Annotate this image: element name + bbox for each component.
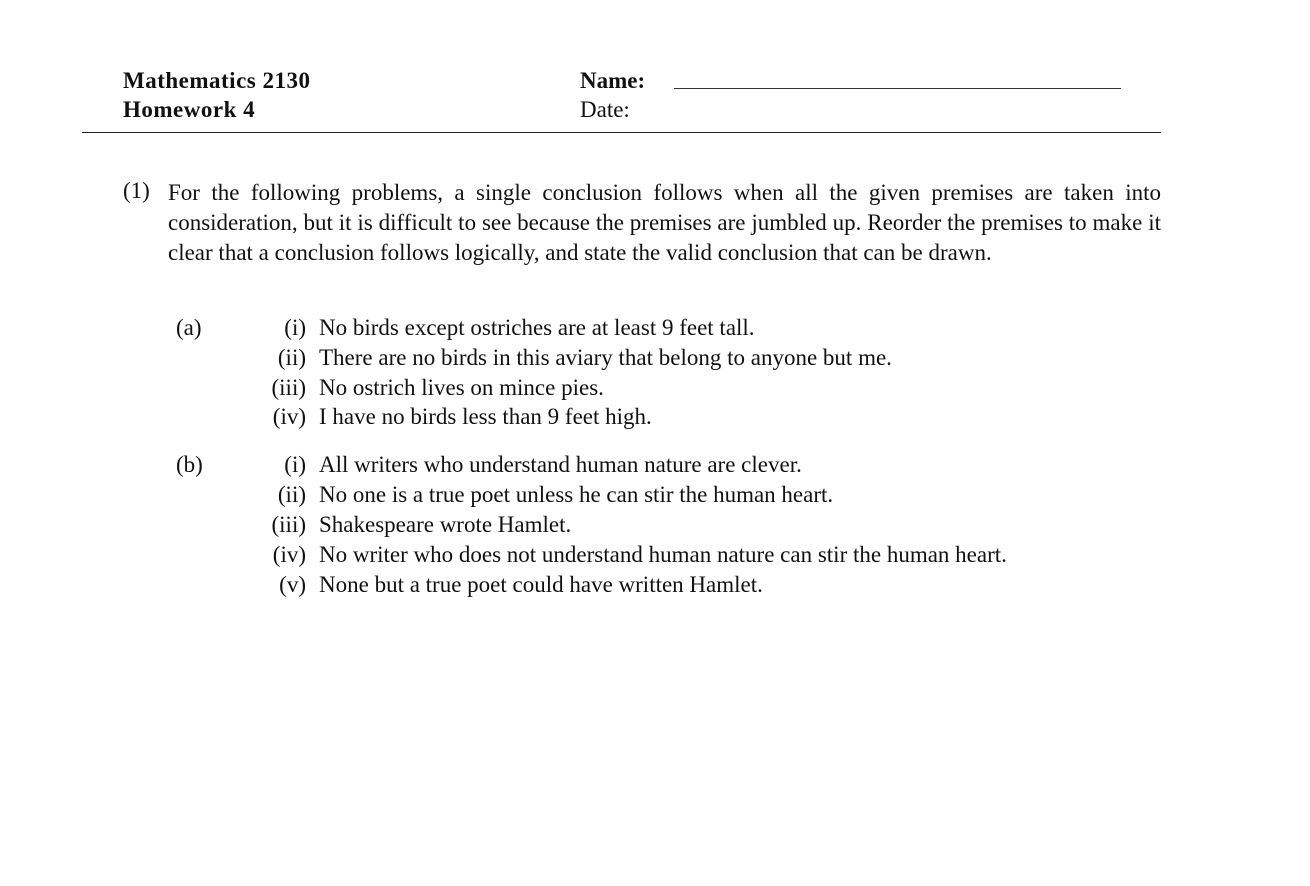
premise-a-4 xyxy=(0,404,1310,434)
premise-number: (ii) xyxy=(277,345,306,370)
name-label: Name: xyxy=(580,68,646,93)
premise-text: All writers who understand human nature are clever. xyxy=(319,452,802,477)
premise-b-1 xyxy=(0,452,1310,482)
premise-a-1 xyxy=(0,315,1310,345)
premise-a-2 xyxy=(0,345,1310,375)
premise-number: (v) xyxy=(279,572,306,597)
premise-number: (i) xyxy=(284,452,306,477)
course-title: Mathematics 2130 xyxy=(123,68,311,93)
premise-text: No one is a true poet unless he can stir the human heart. xyxy=(319,482,834,507)
premise-text: I have no birds less than 9 feet high. xyxy=(319,404,652,429)
premise-number: (iii) xyxy=(271,512,306,537)
homework-title: Homework 4 xyxy=(123,97,256,122)
premise-number: (iv) xyxy=(272,404,306,429)
name-field-line[interactable] xyxy=(674,88,1121,89)
premise-text: None but a true poet could have written Hamlet. xyxy=(319,572,763,597)
premise-number: (ii) xyxy=(277,482,306,507)
premise-b-4 xyxy=(0,542,1310,572)
premise-text: No ostrich lives on mince pies. xyxy=(319,375,604,400)
premise-number: (iii) xyxy=(271,375,306,400)
problem-instructions: For the following problems, a single conclusion follows when all the given premises are taken into consideration, but it is difficult to see because the premises are jumbled up. Reorder the premises to make it clear that a conclusion follows logically, and state the valid conclusion that can be drawn. xyxy=(168,180,1161,265)
premise-text: No birds except ostriches are at least 9 feet tall. xyxy=(319,315,755,340)
premise-text: No writer who does not understand human nature can stir the human heart. xyxy=(319,542,1007,567)
problem-number: (1) xyxy=(123,178,150,203)
part-b-label: (b) xyxy=(176,452,203,477)
header xyxy=(82,66,1161,133)
premise-number: (iv) xyxy=(272,542,306,567)
premise-text: There are no birds in this aviary that belong to anyone but me. xyxy=(319,345,892,370)
premise-number: (i) xyxy=(284,315,306,340)
premise-text: Shakespeare wrote Hamlet. xyxy=(319,512,572,537)
premise-b-2 xyxy=(0,482,1310,512)
date-label: Date: xyxy=(580,97,630,122)
part-a-label: (a) xyxy=(176,315,202,340)
premise-a-3 xyxy=(0,375,1310,405)
premise-b-3 xyxy=(0,512,1310,542)
premise-b-5 xyxy=(0,572,1310,602)
